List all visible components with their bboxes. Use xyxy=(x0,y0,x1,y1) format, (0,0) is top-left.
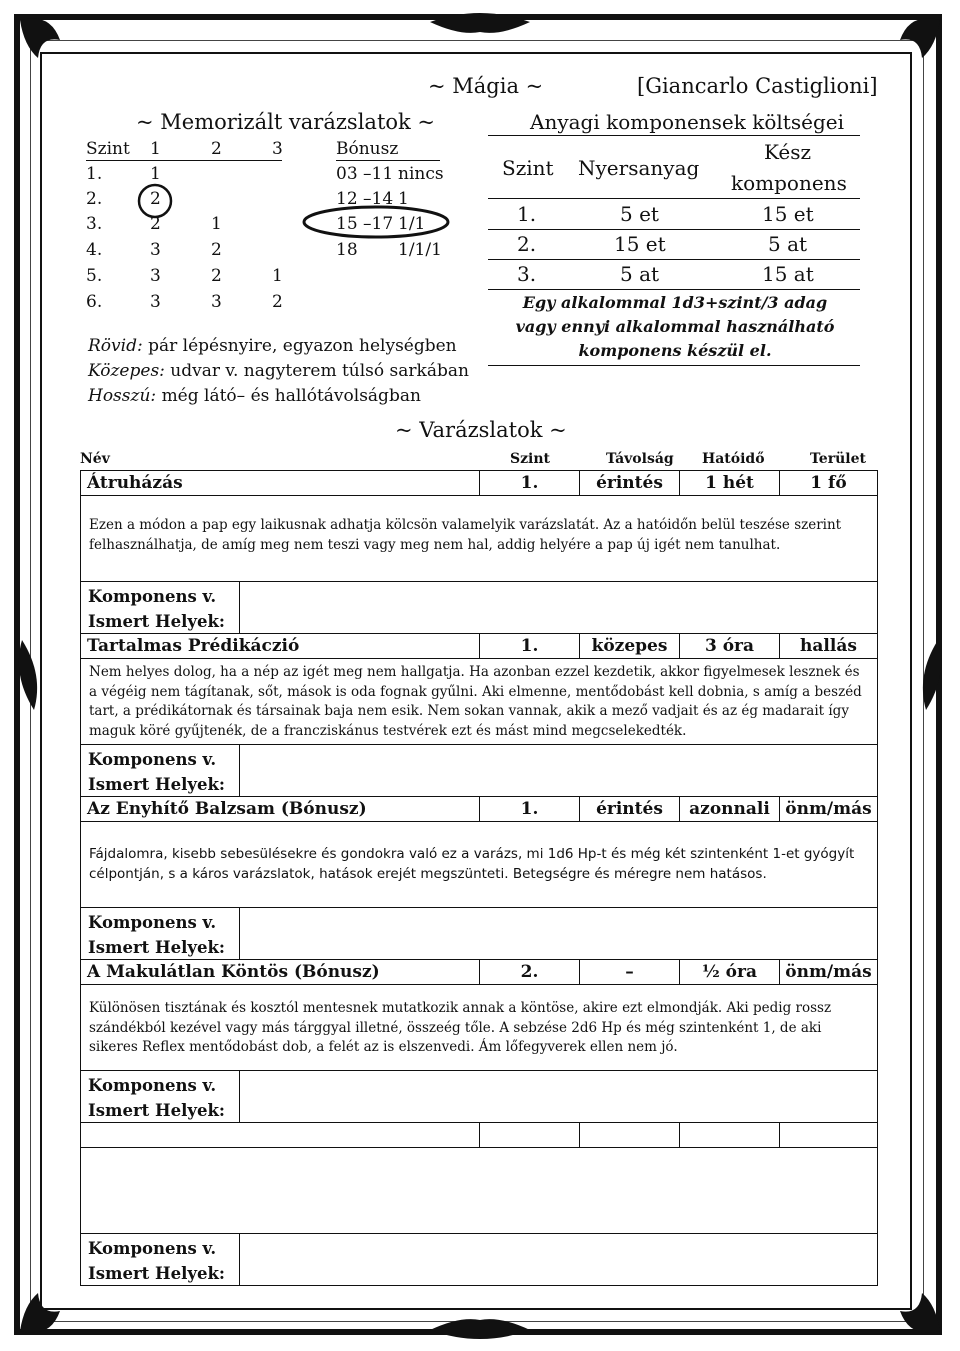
mem-cell: 3 xyxy=(150,266,161,286)
mem-cell: 2 xyxy=(211,266,222,286)
mem-header-3: 3 xyxy=(272,139,283,159)
spell-description-empty[interactable] xyxy=(80,1148,878,1234)
col-area: Terület xyxy=(810,451,866,467)
spell-duration: 3 óra xyxy=(679,634,779,658)
mem-cell: 3 xyxy=(211,292,222,312)
bonus-score: 15 –17 xyxy=(336,214,394,234)
components-label: Komponens v. Ismert Helyek: xyxy=(88,750,225,794)
comp-row-ready: 5 at xyxy=(768,232,808,256)
components-col-ready-2: komponens xyxy=(731,171,847,195)
mem-row-level: 6. xyxy=(86,292,103,312)
spell-row xyxy=(80,959,878,985)
comp-row-level: 2. xyxy=(517,232,537,256)
character-name: [Giancarlo Castiglioni] xyxy=(637,74,878,98)
bonus-score: 12 –14 xyxy=(336,189,394,209)
bonus-value: 1 xyxy=(398,189,409,209)
mem-row-level: 2. xyxy=(86,189,103,209)
col-level: Szint xyxy=(510,451,551,467)
spell-area: 1 fő xyxy=(779,471,877,495)
spell-range-empty[interactable] xyxy=(579,1123,679,1147)
components-header-rule xyxy=(488,198,860,199)
range-long: Hosszú: még látó– és hallótávolságban xyxy=(88,386,421,406)
components-title-rule xyxy=(488,135,860,136)
spell-components xyxy=(80,1070,878,1123)
comp-row-level: 3. xyxy=(517,262,537,286)
spell-duration: ½ óra xyxy=(679,960,779,984)
spell-components xyxy=(80,581,878,634)
comp-row-rule xyxy=(488,259,860,260)
spell-area: önm/más xyxy=(779,960,877,984)
comp-row-ready: 15 et xyxy=(762,202,814,226)
spell-components xyxy=(80,744,878,797)
comp-row-ready: 15 at xyxy=(762,262,814,286)
spell-area: hallás xyxy=(779,634,877,658)
spell-name: Tartalmas Prédikáczió xyxy=(87,636,300,656)
spell-description: Fájdalomra, kisebb sebesülésekre és gondokra való ez a varázs, mi 1d6 Hp-t és még két szintenként 1-et gyógyít célpontján, s a káros varázslatok, hatások erejét megszünteti. Betegségre és méregre nem hatásos. xyxy=(80,822,878,908)
spell-area: önm/más xyxy=(779,797,877,821)
mem-cell: 2 xyxy=(272,292,283,312)
spell-row-empty xyxy=(80,1122,878,1148)
spell-range: közepes xyxy=(579,634,679,658)
spell-level: 2. xyxy=(479,960,579,984)
mem-cell: 1 xyxy=(150,164,161,184)
mem-cell: 2 xyxy=(211,240,222,260)
spell-duration: 1 hét xyxy=(679,471,779,495)
mem-cell: 3 xyxy=(150,240,161,260)
components-value[interactable] xyxy=(239,1234,877,1285)
spell-row xyxy=(80,470,878,496)
comp-row-rule xyxy=(488,289,860,290)
spell-level: 1. xyxy=(479,634,579,658)
components-value[interactable] xyxy=(239,582,877,633)
bonus-value: 1/1/1 xyxy=(398,240,442,260)
spell-components xyxy=(80,1233,878,1286)
mem-cell: 1 xyxy=(211,214,222,234)
bonus-score: 03 –11 xyxy=(336,164,394,184)
mem-row-level: 5. xyxy=(86,266,103,286)
spell-components xyxy=(80,907,878,960)
mem-header-1: 1 xyxy=(150,139,161,159)
comp-row-raw: 5 et xyxy=(620,202,659,226)
bonus-score: 18 xyxy=(336,240,358,260)
components-col-raw: Nyersanyag xyxy=(578,156,700,180)
spell-range: – xyxy=(579,960,679,984)
mem-header-2: 2 xyxy=(211,139,222,159)
mem-cell: 1 xyxy=(272,266,283,286)
spell-range: érintés xyxy=(579,471,679,495)
spell-name: Átruházás xyxy=(87,473,183,493)
col-name: Név xyxy=(80,451,110,467)
bonus-value: 1/1 xyxy=(398,214,426,234)
components-value[interactable] xyxy=(239,908,877,959)
spell-row xyxy=(80,796,878,822)
components-label: Komponens v. Ismert Helyek: xyxy=(88,587,225,631)
spell-duration: azonnali xyxy=(679,797,779,821)
comp-row-raw: 5 at xyxy=(620,262,660,286)
components-value[interactable] xyxy=(239,1071,877,1122)
mem-row-level: 1. xyxy=(86,164,103,184)
spell-row xyxy=(80,633,878,659)
mem-cell: 3 xyxy=(150,292,161,312)
comp-row-rule xyxy=(488,229,860,230)
components-note: Egy alkalommal 1d3+szint/3 adag vagy ennyi alkalommal használható komponens készül el. xyxy=(515,293,835,360)
components-col-ready: Kész xyxy=(764,140,812,164)
range-medium: Közepes: udvar v. nagyterem túlsó sarkában xyxy=(88,361,469,381)
bonus-header: Bónusz xyxy=(336,139,399,159)
spell-range: érintés xyxy=(579,797,679,821)
col-range: Távolság xyxy=(606,451,674,467)
mem-row-level: 3. xyxy=(86,214,103,234)
spell-level-empty[interactable] xyxy=(479,1123,579,1147)
spell-name: Az Enyhítő Balzsam (Bónusz) xyxy=(87,799,367,819)
spell-level: 1. xyxy=(479,797,579,821)
components-value[interactable] xyxy=(239,745,877,796)
comp-row-level: 1. xyxy=(517,202,537,226)
components-col-level: Szint xyxy=(502,156,554,180)
page-title: ~ Mágia ~ xyxy=(428,74,544,98)
spell-name: A Makulátlan Köntös (Bónusz) xyxy=(87,962,380,982)
components-title: Anyagi komponensek költségei xyxy=(530,110,844,134)
mem-row-level: 4. xyxy=(86,240,103,260)
spell-description: Ezen a módon a pap egy laikusnak adhatja kölcsön valamelyik varázslatát. Az a hatóidőn belül teszése szerint felhasználhatja, de amíg meg nem teszi vagy meg nem hal, addig helyére a pap új igét nem tanulhat. xyxy=(80,496,878,582)
spell-description: Különösen tisztának és kosztól mentesnek mutatkozik annak a köntöse, akire ezt elmondják. Aki pedig rossz szándékból kezével vagy más tárggyal illetné, összeég tőle. A sebzése 2d6 Hp és még szintenként 1, de aki sikeres Reflex mentődobást dob, a felét az is elszenvedi. Ám lőfegyverek ellen nem jó. xyxy=(80,985,878,1071)
components-note-rule xyxy=(488,365,860,366)
col-duration: Hatóidő xyxy=(702,451,765,467)
mem-cell: 2 xyxy=(150,189,161,209)
spell-name-empty[interactable] xyxy=(81,1123,479,1147)
memorized-title: ~ Memorizált varázslatok ~ xyxy=(136,110,436,134)
bonus-value: nincs xyxy=(398,164,444,184)
spell-description: Nem helyes dolog, ha a nép az igét meg nem hallgatja. Ha azonban ezzel kezdetik, akkor figyelmesek lesznek és a végéig nem tágítanak, sőt, mások is oda fognak gyűlni. Aki elmenne, mentődobást kell dobnia, s amíg a beszéd tart, a prédikátornak és társainak baja nem esik. Nem sokan vannak, akik a mező vadjait és az ég madarait így maguk köré gyűjtenék, de a francziskánus testvérek ezt és mást mind megcselekedték. xyxy=(80,659,878,745)
spell-level: 1. xyxy=(479,471,579,495)
mem-cell: 2 xyxy=(150,214,161,234)
components-label: Komponens v. Ismert Helyek: xyxy=(88,1239,225,1283)
comp-row-raw: 15 et xyxy=(614,232,666,256)
range-short: Rövid: pár lépésnyire, egyazon helységben xyxy=(88,336,457,356)
spells-title: ~ Varázslatok ~ xyxy=(395,418,567,442)
mem-header-level: Szint xyxy=(86,139,130,159)
components-label: Komponens v. Ismert Helyek: xyxy=(88,1076,225,1120)
spell-duration-empty[interactable] xyxy=(679,1123,779,1147)
components-label: Komponens v. Ismert Helyek: xyxy=(88,913,225,957)
spell-area-empty[interactable] xyxy=(779,1123,877,1147)
